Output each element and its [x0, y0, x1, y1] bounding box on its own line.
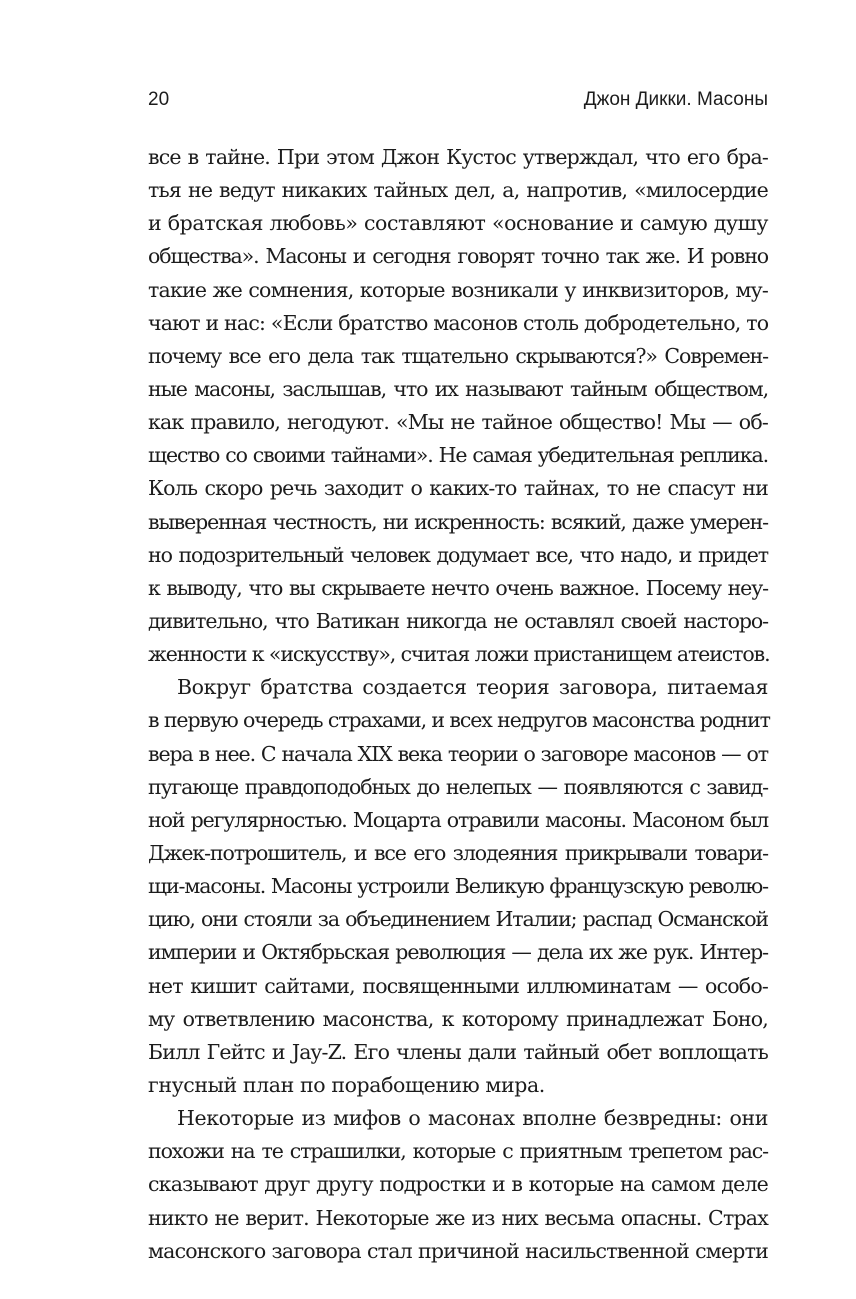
text-line: ной регулярностью. Моцарта отравили масоны. Масоном был — [148, 807, 768, 832]
text-line: щество со своими тайнами». Не самая убедительная реплика. — [148, 443, 768, 468]
text-line: тья не ведут никаких тайных дел, а, напротив, «милосердие — [148, 178, 768, 203]
running-title: Джон Дикки. Масоны — [583, 89, 768, 110]
paragraph-3 — [148, 1102, 768, 1268]
text-line: гнусный план по порабощению мира. — [148, 1072, 545, 1097]
text-line: Коль скоро речь заходит о каких-то тайнах, то не спасут ни — [148, 476, 768, 501]
text-line: но подозрительный человек додумает все, что надо, и придет — [148, 542, 768, 567]
text-line: женности к «искусству», считая ложи пристанищем атеистов. — [148, 642, 770, 667]
body-text — [148, 141, 768, 1268]
text-line: общества». Масоны и сегодня говорят точно так же. И ровно — [148, 244, 768, 269]
text-line: как правило, негодуют. «Мы не тайное общество! Мы — об- — [148, 410, 768, 435]
text-line: Джек-потрошитель, и все его злодеяния прикрывали товари- — [148, 840, 768, 865]
text-line: в первую очередь страхами, и всех недругов масонства роднит — [148, 708, 770, 733]
text-line: Вокруг братства создается теория заговора, питаемая — [177, 675, 768, 700]
text-line: почему все его дела так тщательно скрываются?» Современ- — [148, 343, 768, 368]
text-line: сказывают друг другу подростки и в которые на самом деле — [148, 1172, 768, 1197]
page-number: 20 — [148, 89, 170, 110]
text-line: цию, они стояли за объединением Италии; распад Османской — [148, 907, 768, 932]
text-line: империи и Октябрьская революция — дела их же рук. Интер- — [148, 940, 768, 965]
text-line: такие же сомнения, которые возникали у инквизиторов, му- — [148, 277, 768, 302]
text-line: к выводу, что вы скрываете нечто очень важное. Посему неу- — [148, 575, 768, 600]
text-line: нет кишит сайтами, посвященными иллюминатам — особо- — [148, 973, 768, 998]
text-line: никто не верит. Некоторые же из них весьма опасны. Страх — [148, 1205, 768, 1230]
text-line: му ответвлению масонства, к которому принадлежат Боно, — [148, 1006, 768, 1031]
text-line: похожи на те страшилки, которые с приятным трепетом рас- — [148, 1139, 768, 1164]
running-header — [148, 86, 768, 114]
paragraph-1 — [148, 141, 768, 671]
text-line: ные масоны, заслышав, что их называют тайным обществом, — [148, 376, 768, 401]
text-line: дивительно, что Ватикан никогда не оставлял своей насторо- — [148, 608, 768, 633]
text-line: и братская любовь» составляют «основание и самую душу — [148, 211, 768, 236]
text-line: вера в нее. С начала XIX века теории о заговоре масонов — от — [148, 741, 768, 766]
text-line: Некоторые из мифов о масонах вполне безвредны: они — [177, 1106, 768, 1131]
text-line: Билл Гейтс и Jay-Z. Его члены дали тайный обет воплощать — [148, 1039, 768, 1064]
text-line: выверенная честность, ни искренность: всякий, даже умерен- — [148, 509, 768, 534]
text-line: масонского заговора стал причиной насильственной смерти — [148, 1238, 768, 1263]
text-line: щи-масоны. Масоны устроили Великую французскую револю- — [148, 874, 768, 899]
text-line: чают и нас: «Если братство масонов столь добродетельно, то — [148, 310, 769, 335]
text-line: все в тайне. При этом Джон Кустос утверждал, что его бра- — [148, 145, 768, 169]
text-line: пугающе правдоподобных до нелепых — появляются с завид- — [148, 774, 768, 799]
paragraph-2 — [148, 671, 768, 1102]
